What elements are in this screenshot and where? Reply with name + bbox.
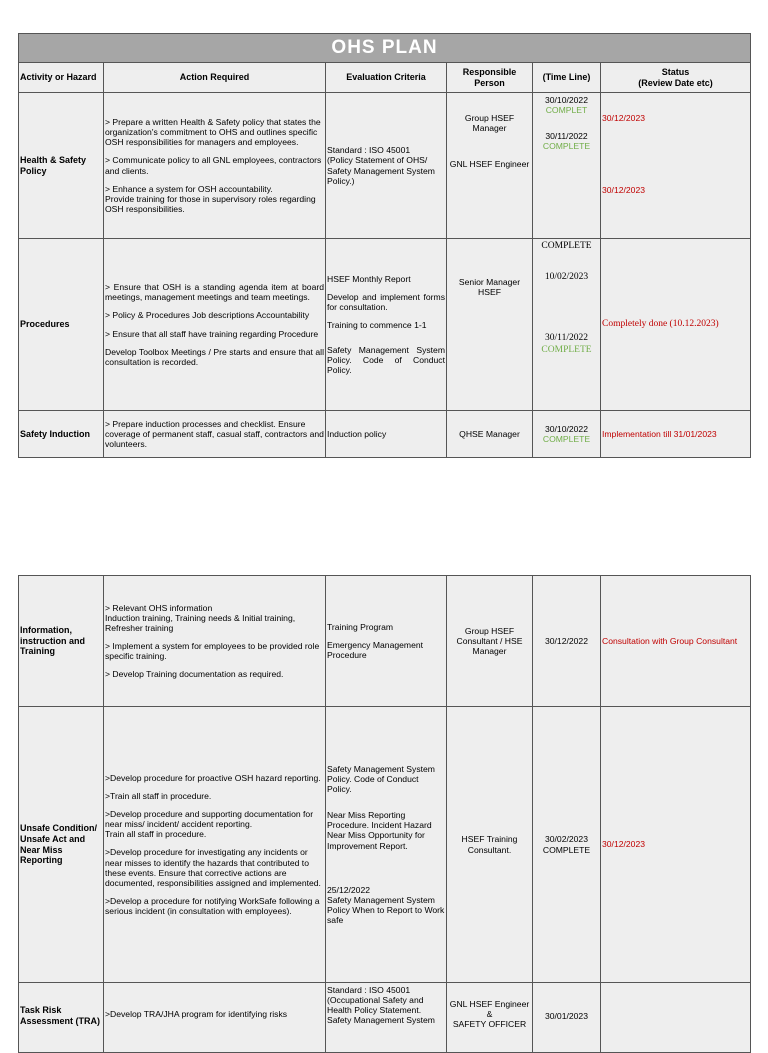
responsible-cell xyxy=(447,93,533,239)
timeline-cell: 30/01/2023 xyxy=(533,983,601,1053)
header-status: Status (Review Date etc) xyxy=(601,63,751,93)
responsible-cell: Group HSEF Consultant / HSE Manager xyxy=(447,576,533,707)
table-row xyxy=(19,239,751,411)
timeline-date: 30/10/2022 xyxy=(544,95,588,105)
action-cell: >Develop TRA/JHA program for identifying risks xyxy=(104,983,326,1053)
action-item: > Enhance a system for OSH accountability. Provide training for those in supervisory roles regarding OSH responsibilities. xyxy=(105,183,316,214)
action-item: >Develop procedure and supporting documentation for near miss/ incident/ accident reporting. Train all staff in procedure. xyxy=(105,809,314,840)
action-item: > Ensure that all staff have training regarding Procedure xyxy=(105,328,319,339)
action-item: > Implement a system for employees to be provided role specific training. xyxy=(105,641,320,662)
timeline-date: 30/11/2022 xyxy=(545,131,588,142)
action-item: >Develop a procedure for notifying WorkSafe following a serious incident (in consultation with employees). xyxy=(105,895,320,917)
responsible-cell: GNL HSEF Engineer & SAFETY OFFICER xyxy=(447,983,533,1053)
timeline-cell xyxy=(533,239,601,411)
status-cell: 30/12/2023 xyxy=(601,707,751,983)
activity-cell: Health & Safety Policy xyxy=(19,93,104,239)
evaluation-item: Training to commence 1-1 xyxy=(327,320,427,331)
ohs-plan-table-1 xyxy=(18,33,751,458)
activity-cell: Safety Induction xyxy=(19,411,104,458)
evaluation-cell: Standard : ISO 45001 (Policy Statement of OHS/ Safety Management System Policy.) xyxy=(326,93,447,239)
page-title: OHS PLAN xyxy=(19,34,751,63)
responsible-cell: Senior Manager HSEF xyxy=(447,239,533,411)
ohs-plan-table-2 xyxy=(18,575,751,1053)
status-cell xyxy=(601,93,751,239)
evaluation-cell xyxy=(326,239,447,411)
timeline-cell: 30/12/2022 xyxy=(533,576,601,707)
header-responsible: Responsible Person xyxy=(447,63,533,93)
action-item: > Communicate policy to all GNL employees, contractors and clients. xyxy=(105,155,322,176)
action-item: > Prepare a written Health & Safety policy that states the organization's commitment to OHS and outlines specific OSH responsibilities for managers and employees. xyxy=(105,116,321,148)
evaluation-item: Near Miss Reporting Procedure. Incident Hazard Near Miss Opportunity for Improvement Report. xyxy=(327,810,432,851)
evaluation-item: Emergency Management Procedure xyxy=(327,639,424,661)
table-header-row xyxy=(19,63,751,93)
action-item: >Develop procedure for proactive OSH hazard reporting. xyxy=(105,772,321,783)
status-badge: COMPLETE xyxy=(542,434,591,444)
action-cell xyxy=(104,707,326,983)
status-badge: COMPLET xyxy=(545,105,588,116)
evaluation-cell: Induction policy xyxy=(326,411,447,458)
action-cell: > Prepare induction processes and checklist. Ensure coverage of permanent staff, casual staff, contractors and volunteers. xyxy=(104,411,326,458)
action-item: > Develop Training documentation as required. xyxy=(105,669,284,680)
header-evaluation: Evaluation Criteria xyxy=(326,63,447,93)
table-row xyxy=(19,576,751,707)
responsible-person: Group HSEF Manager xyxy=(464,113,515,134)
timeline-date: 30/11/2022 xyxy=(545,333,588,344)
action-item: >Train all staff in procedure. xyxy=(105,790,212,801)
activity-cell: Procedures xyxy=(19,239,104,411)
timeline-cell xyxy=(533,411,601,458)
table-row xyxy=(19,983,751,1053)
action-cell xyxy=(104,576,326,707)
review-date: 30/12/2023 xyxy=(602,185,646,196)
evaluation-cell xyxy=(326,707,447,983)
table-row xyxy=(19,411,751,458)
header-timeline: (Time Line) xyxy=(533,63,601,93)
table-row xyxy=(19,707,751,983)
action-item: > Policy & Procedures Job descriptions Accountability xyxy=(105,310,310,321)
activity-cell: Information, instruction and Training xyxy=(19,576,104,707)
header-activity: Activity or Hazard xyxy=(19,63,104,93)
timeline-date: 10/02/2023 xyxy=(544,272,589,283)
action-cell xyxy=(104,93,326,239)
status-cell: Consultation with Group Consultant xyxy=(601,576,751,707)
timeline-cell: 30/02/2023 COMPLETE xyxy=(533,707,601,983)
header-action: Action Required xyxy=(104,63,326,93)
action-cell xyxy=(104,239,326,411)
evaluation-cell: Standard : ISO 45001 (Occupational Safety and Health Policy Statement. Safety Management System xyxy=(326,983,447,1053)
evaluation-item: Training Program xyxy=(327,621,394,632)
activity-cell: Task Risk Assessment (TRA) xyxy=(19,983,104,1053)
action-item: Develop Toolbox Meetings / Pre starts and ensure that all consultation is recorded. xyxy=(105,346,324,367)
evaluation-item: Safety Management System Policy. Code of Conduct Policy. xyxy=(327,344,445,375)
evaluation-item: HSEF Monthly Report xyxy=(327,274,411,284)
responsible-person: GNL HSEF Engineer xyxy=(449,159,530,170)
responsible-cell: HSEF Training Consultant. xyxy=(447,707,533,983)
evaluation-item: 25/12/2022 Safety Management System Policy When to Report to Work safe xyxy=(327,884,445,926)
evaluation-item: Safety Management System Policy. Code of Conduct Policy. xyxy=(327,763,435,794)
timeline-date: 30/10/2022 xyxy=(544,423,588,434)
action-item: > Relevant OHS information Induction training, Training needs & Initial training, Refresher training xyxy=(105,602,296,633)
evaluation-cell xyxy=(326,576,447,707)
responsible-cell: QHSE Manager xyxy=(447,411,533,458)
action-item: > Ensure that OSH is a standing agenda item at board meetings, management meetings and team meetings. xyxy=(105,282,324,303)
status-cell: Implementation till 31/01/2023 xyxy=(601,411,751,458)
status-cell: Completely done (10.12.2023) xyxy=(601,239,751,411)
evaluation-item: Develop and implement forms for consultation. xyxy=(327,292,445,313)
action-item: >Develop procedure for investigating any incidents or near misses to identify the hazards that contributed to these events. Ensure that corrective actions are documented, responsibilities assigned and implemented. xyxy=(105,847,321,888)
activity-cell: Unsafe Condition/ Unsafe Act and Near Miss Reporting xyxy=(19,707,104,983)
status-badge: COMPLETE xyxy=(542,141,591,152)
review-date: 30/12/2023 xyxy=(602,113,646,123)
status-badge: COMPLETE xyxy=(541,344,592,355)
table-row xyxy=(19,93,751,239)
timeline-cell xyxy=(533,93,601,239)
status-cell xyxy=(601,983,751,1053)
status-badge: COMPLETE xyxy=(541,241,592,251)
